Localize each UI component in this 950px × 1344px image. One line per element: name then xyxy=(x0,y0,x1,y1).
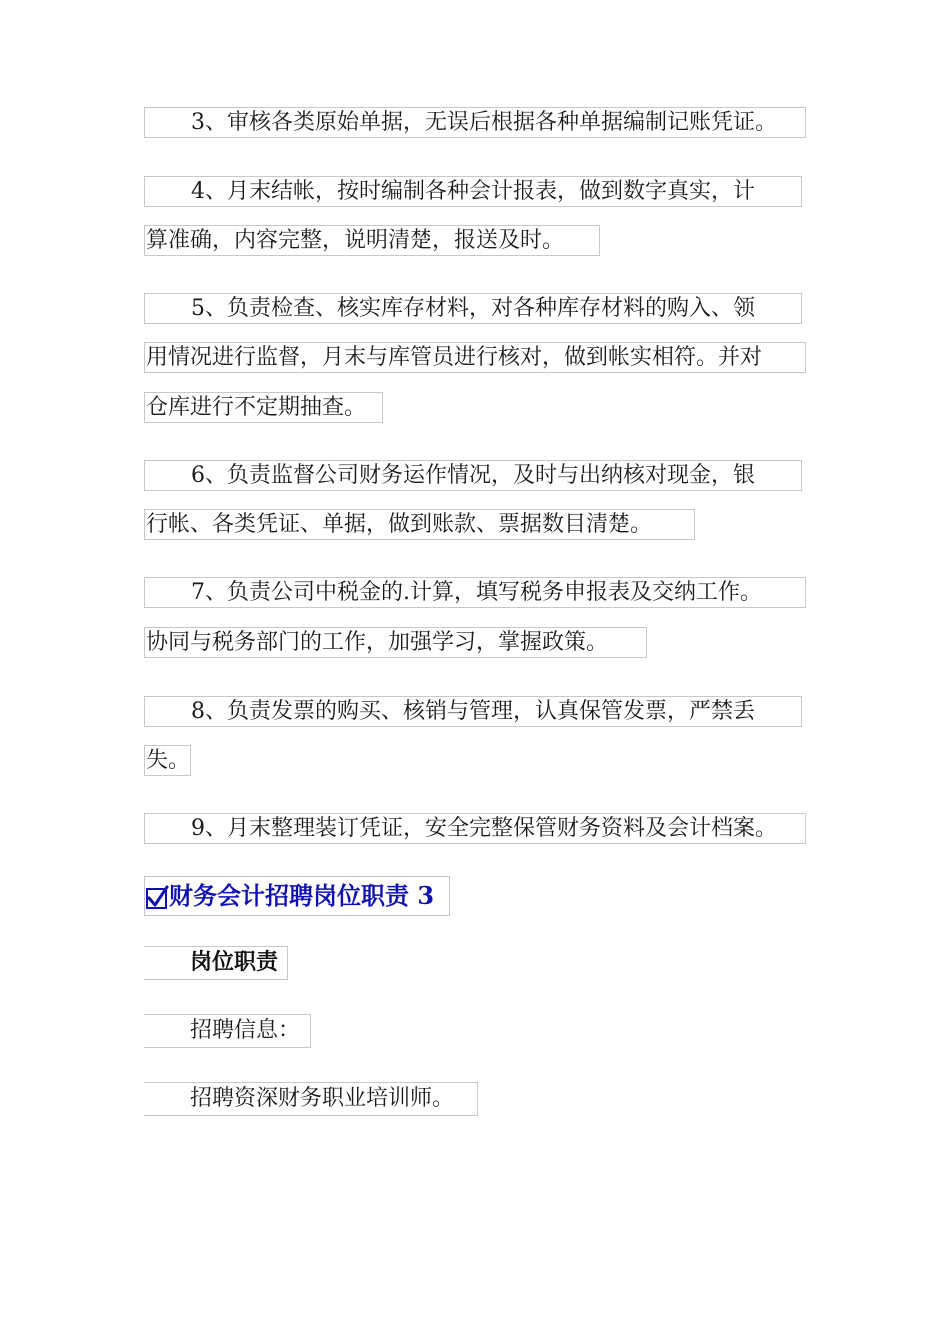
duty-item-5-line-2: 用情况进行监督，月末与库管员进行核对，做到帐实相符。并对 xyxy=(144,342,806,373)
recruitment-info-text: 招聘资深财务职业培训师。 xyxy=(144,1082,478,1116)
duty-item-8-line-1: 8、负责发票的购买、核销与管理，认真保管发票，严禁丢 xyxy=(144,696,802,727)
duty-item-6-line-2: 行帐、各类凭证、单据，做到账款、票据数目清楚。 xyxy=(144,509,695,540)
duty-item-9-line-1: 9、月末整理装订凭证，安全完整保管财务资料及会计档案。 xyxy=(144,813,806,844)
duty-item-5-line-3: 仓库进行不定期抽查。 xyxy=(144,392,383,423)
recruitment-info-label: 招聘信息： xyxy=(144,1014,311,1048)
section-subheading: 岗位职责 xyxy=(144,946,288,980)
checkbox-icon xyxy=(146,888,167,909)
duty-item-6-line-1: 6、负责监督公司财务运作情况，及时与出纳核对现金，银 xyxy=(144,460,802,491)
section-heading xyxy=(144,876,450,916)
duty-item-8-line-2: 失。 xyxy=(144,745,191,776)
duty-item-7-line-1: 7、负责公司中税金的.计算，填写税务申报表及交纳工作。 xyxy=(144,577,806,608)
duty-item-3-line-1: 3、审核各类原始单据，无误后根据各种单据编制记账凭证。 xyxy=(144,107,806,138)
duty-item-4-line-1: 4、月末结帐，按时编制各种会计报表，做到数字真实，计 xyxy=(144,176,802,207)
duty-item-5-line-1: 5、负责检查、核实库存材料，对各种库存材料的购入、领 xyxy=(144,293,802,324)
section-heading-text: 财务会计招聘岗位职责 3 xyxy=(169,881,435,910)
duty-item-7-line-2: 协同与税务部门的工作，加强学习，掌握政策。 xyxy=(144,627,647,658)
duty-item-4-line-2: 算准确，内容完整，说明清楚，报送及时。 xyxy=(144,225,600,256)
